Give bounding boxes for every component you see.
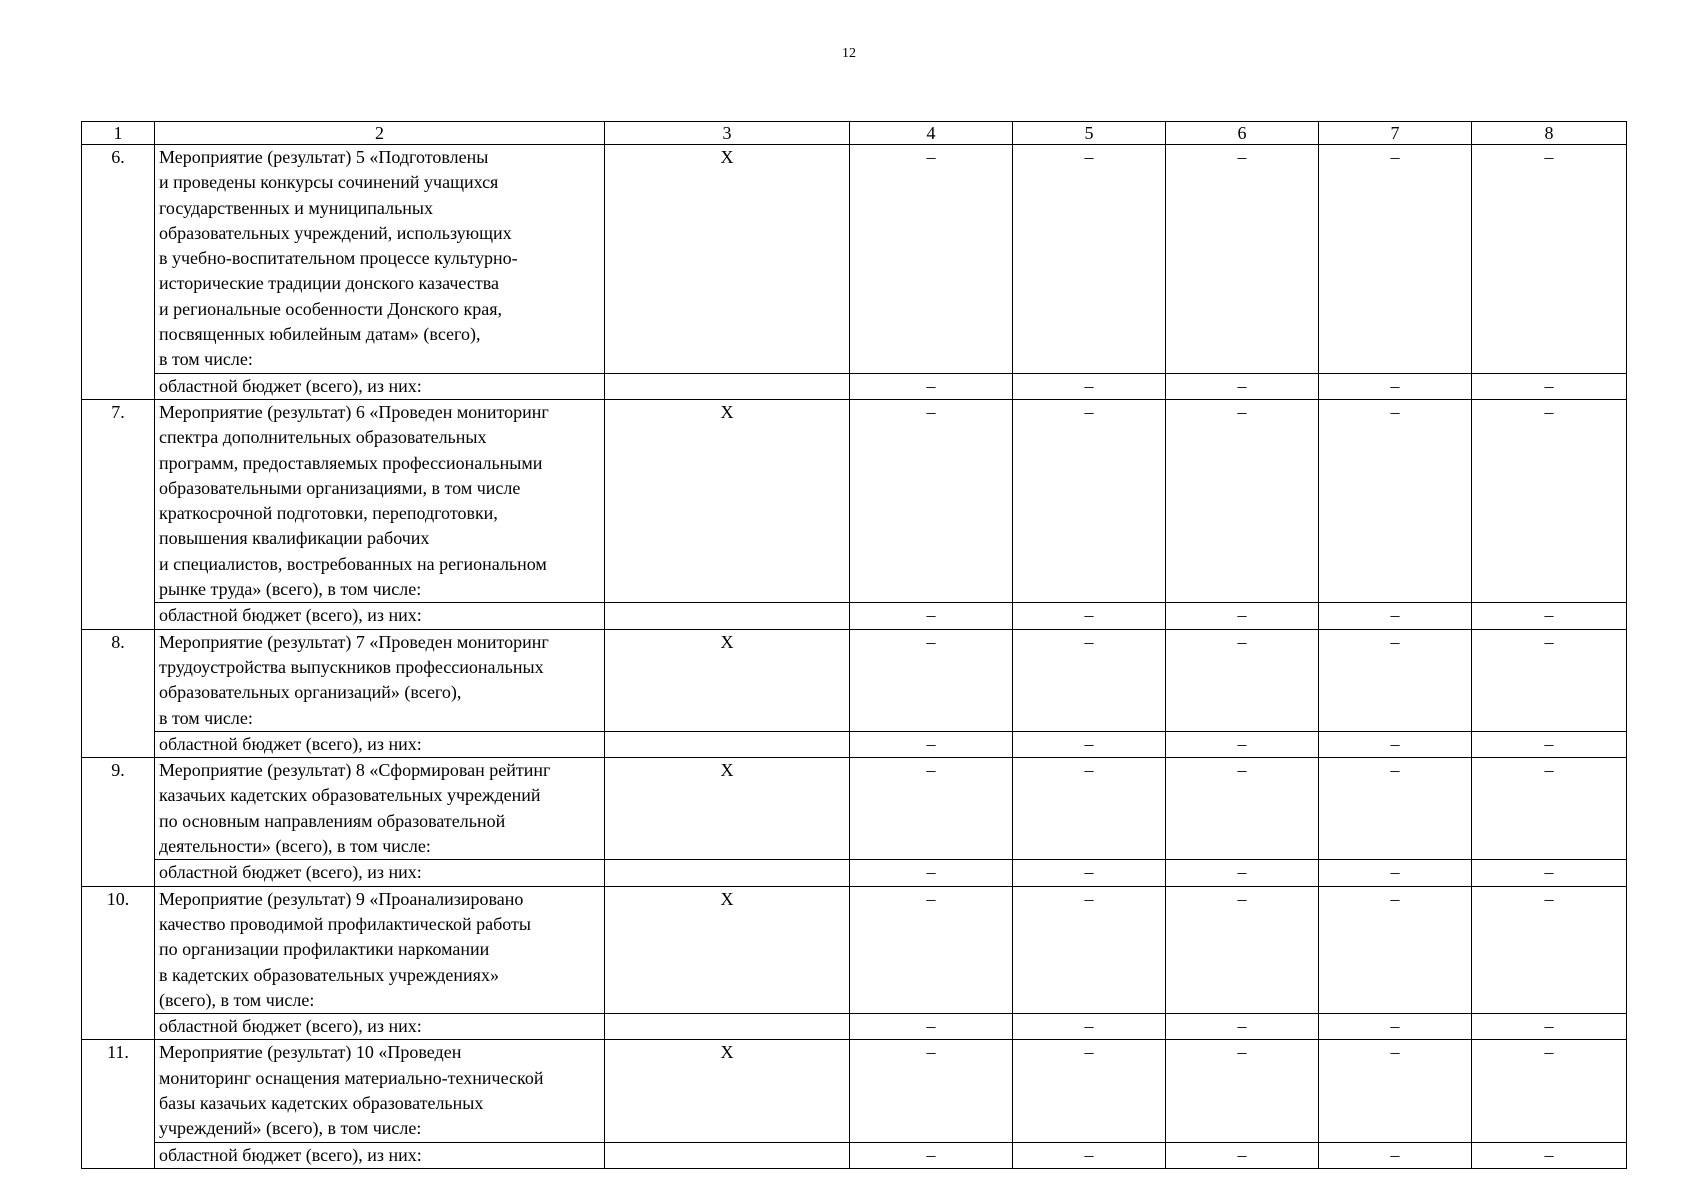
row-number: 9.: [82, 758, 155, 886]
row-number: 11.: [82, 1040, 155, 1168]
budget-value-cell: –: [1319, 603, 1472, 629]
budget-value-cell: –: [1319, 373, 1472, 399]
page-number: 12: [842, 46, 856, 61]
description-line: Мероприятие (результат) 9 «Проанализировано: [159, 888, 524, 909]
description-line: базы казачьих кадетских образовательных: [159, 1092, 484, 1113]
budget-value-cell: –: [1472, 603, 1627, 629]
row-number: 10.: [82, 886, 155, 1040]
budget-col3: [605, 603, 850, 629]
header-cell: 2: [155, 122, 605, 145]
budget-value-cell: –: [1013, 603, 1166, 629]
description-line: в том числе:: [159, 349, 253, 370]
description-line: мониторинг оснащения материально-технической: [159, 1067, 544, 1088]
description-line: деятельности» (всего), в том числе:: [159, 836, 431, 857]
budget-value-cell: –: [850, 860, 1013, 886]
description-line: краткосрочной подготовки, переподготовки,: [159, 503, 498, 524]
budget-value-cell: –: [1472, 1142, 1627, 1168]
header-cell: 3: [605, 122, 850, 145]
description-line: трудоустройства выпускников профессиональных: [159, 656, 544, 677]
budget-value-cell: –: [1319, 860, 1472, 886]
value-cell: –: [850, 886, 1013, 1013]
value-cell: –: [1472, 399, 1627, 602]
description-line: посвященных юбилейным датам» (всего),: [159, 324, 481, 345]
budget-table: [81, 121, 1627, 1169]
table-subrow: [82, 1142, 1627, 1168]
activity-description: [155, 145, 605, 374]
description-line: образовательными организациями, в том числе: [159, 477, 521, 498]
value-cell: –: [850, 145, 1013, 374]
col3-marker: Х: [605, 629, 850, 731]
value-cell: –: [1472, 629, 1627, 731]
activity-description: [155, 629, 605, 731]
value-cell: –: [1319, 758, 1472, 860]
description-line: и проведены конкурсы сочинений учащихся: [159, 172, 499, 193]
budget-value-cell: –: [1319, 1014, 1472, 1040]
budget-value-cell: –: [1472, 731, 1627, 757]
description-line: по основным направлениям образовательной: [159, 810, 506, 831]
value-cell: –: [1013, 399, 1166, 602]
table-row: [82, 758, 1627, 860]
table-subrow: [82, 373, 1627, 399]
budget-label: областной бюджет (всего), из них:: [155, 860, 605, 886]
budget-value-cell: –: [1166, 731, 1319, 757]
budget-value-cell: –: [850, 373, 1013, 399]
budget-col3: [605, 373, 850, 399]
value-cell: –: [1472, 1040, 1627, 1142]
budget-value-cell: –: [1013, 860, 1166, 886]
table-row: [82, 399, 1627, 602]
row-number: 6.: [82, 145, 155, 400]
header-cell: 1: [82, 122, 155, 145]
value-cell: –: [1472, 886, 1627, 1013]
header-cell: 4: [850, 122, 1013, 145]
value-cell: –: [1166, 886, 1319, 1013]
description-line: в учебно-воспитательном процессе культурно-: [159, 248, 518, 269]
col3-marker: Х: [605, 145, 850, 374]
description-line: по организации профилактики наркомании: [159, 939, 490, 960]
col3-marker: Х: [605, 1040, 850, 1142]
header-cell: 7: [1319, 122, 1472, 145]
table-subrow: [82, 731, 1627, 757]
value-cell: –: [1166, 758, 1319, 860]
budget-label: областной бюджет (всего), из них:: [155, 1014, 605, 1040]
budget-value-cell: –: [1472, 860, 1627, 886]
description-line: программ, предоставляемых профессиональными: [159, 452, 543, 473]
budget-value-cell: –: [1013, 1014, 1166, 1040]
row-number: 7.: [82, 399, 155, 629]
budget-col3: [605, 1142, 850, 1168]
budget-col3: [605, 731, 850, 757]
value-cell: –: [1319, 1040, 1472, 1142]
table-row: [82, 886, 1627, 1013]
budget-value-cell: –: [1166, 1142, 1319, 1168]
description-line: повышения квалификации рабочих: [159, 528, 430, 549]
budget-value-cell: –: [1166, 373, 1319, 399]
budget-value-cell: –: [1013, 731, 1166, 757]
budget-value-cell: –: [850, 1014, 1013, 1040]
value-cell: –: [1013, 145, 1166, 374]
value-cell: –: [1013, 758, 1166, 860]
table-row: [82, 1040, 1627, 1142]
header-cell: 8: [1472, 122, 1627, 145]
col3-marker: Х: [605, 758, 850, 860]
description-line: в том числе:: [159, 707, 253, 728]
budget-label: областной бюджет (всего), из них:: [155, 731, 605, 757]
value-cell: –: [1319, 399, 1472, 602]
value-cell: –: [850, 1040, 1013, 1142]
budget-label: областной бюджет (всего), из них:: [155, 373, 605, 399]
budget-value-cell: –: [1013, 1142, 1166, 1168]
value-cell: –: [1013, 1040, 1166, 1142]
description-line: Мероприятие (результат) 7 «Проведен мониторинг: [159, 631, 549, 652]
description-line: образовательных организаций» (всего),: [159, 682, 462, 703]
header-cell: 5: [1013, 122, 1166, 145]
budget-label: областной бюджет (всего), из них:: [155, 1142, 605, 1168]
table-subrow: [82, 603, 1627, 629]
value-cell: –: [850, 629, 1013, 731]
header-cell: 6: [1166, 122, 1319, 145]
description-line: (всего), в том числе:: [159, 989, 315, 1010]
description-line: Мероприятие (результат) 5 «Подготовлены: [159, 147, 489, 167]
value-cell: –: [1166, 145, 1319, 374]
activity-description: [155, 758, 605, 860]
budget-value-cell: –: [1319, 731, 1472, 757]
budget-value-cell: –: [1166, 1014, 1319, 1040]
col3-marker: Х: [605, 399, 850, 602]
activity-description: [155, 886, 605, 1013]
budget-value-cell: –: [1013, 373, 1166, 399]
value-cell: –: [1166, 399, 1319, 602]
value-cell: –: [1319, 629, 1472, 731]
budget-col3: [605, 860, 850, 886]
budget-label: областной бюджет (всего), из них:: [155, 603, 605, 629]
table-row: [82, 145, 1627, 374]
description-line: рынке труда» (всего), в том числе:: [159, 579, 422, 600]
description-line: спектра дополнительных образовательных: [159, 427, 487, 448]
value-cell: –: [850, 399, 1013, 602]
description-line: Мероприятие (результат) 6 «Проведен мониторинг: [159, 401, 549, 422]
description-line: учреждений» (всего), в том числе:: [159, 1118, 422, 1139]
description-line: Мероприятие (результат) 10 «Проведен: [159, 1042, 462, 1063]
budget-value-cell: –: [1166, 603, 1319, 629]
value-cell: –: [1166, 629, 1319, 731]
budget-value-cell: –: [1472, 1014, 1627, 1040]
description-line: государственных и муниципальных: [159, 197, 433, 218]
description-line: исторические традиции донского казачества: [159, 273, 499, 294]
table-row: [82, 629, 1627, 731]
value-cell: –: [1013, 629, 1166, 731]
value-cell: –: [850, 758, 1013, 860]
table-subrow: [82, 860, 1627, 886]
budget-col3: [605, 1014, 850, 1040]
activity-description: [155, 1040, 605, 1142]
value-cell: –: [1472, 145, 1627, 374]
value-cell: –: [1319, 886, 1472, 1013]
budget-value-cell: –: [850, 1142, 1013, 1168]
table-subrow: [82, 1014, 1627, 1040]
budget-value-cell: –: [850, 731, 1013, 757]
description-line: Мероприятие (результат) 8 «Сформирован рейтинг: [159, 760, 551, 781]
budget-value-cell: –: [1472, 373, 1627, 399]
description-line: образовательных учреждений, использующих: [159, 222, 512, 243]
row-number: 8.: [82, 629, 155, 757]
budget-value-cell: –: [850, 603, 1013, 629]
description-line: качество проводимой профилактической работы: [159, 913, 531, 934]
value-cell: –: [1319, 145, 1472, 374]
description-line: казачьих кадетских образовательных учреждений: [159, 785, 541, 806]
value-cell: –: [1013, 886, 1166, 1013]
description-line: и региональные особенности Донского края,: [159, 298, 503, 319]
col3-marker: Х: [605, 886, 850, 1013]
value-cell: –: [1166, 1040, 1319, 1142]
value-cell: –: [1472, 758, 1627, 860]
description-line: и специалистов, востребованных на региональном: [159, 553, 547, 574]
description-line: в кадетских образовательных учреждениях»: [159, 964, 499, 985]
budget-value-cell: –: [1166, 860, 1319, 886]
activity-description: [155, 399, 605, 602]
header-row: [82, 122, 1627, 145]
budget-value-cell: –: [1319, 1142, 1472, 1168]
